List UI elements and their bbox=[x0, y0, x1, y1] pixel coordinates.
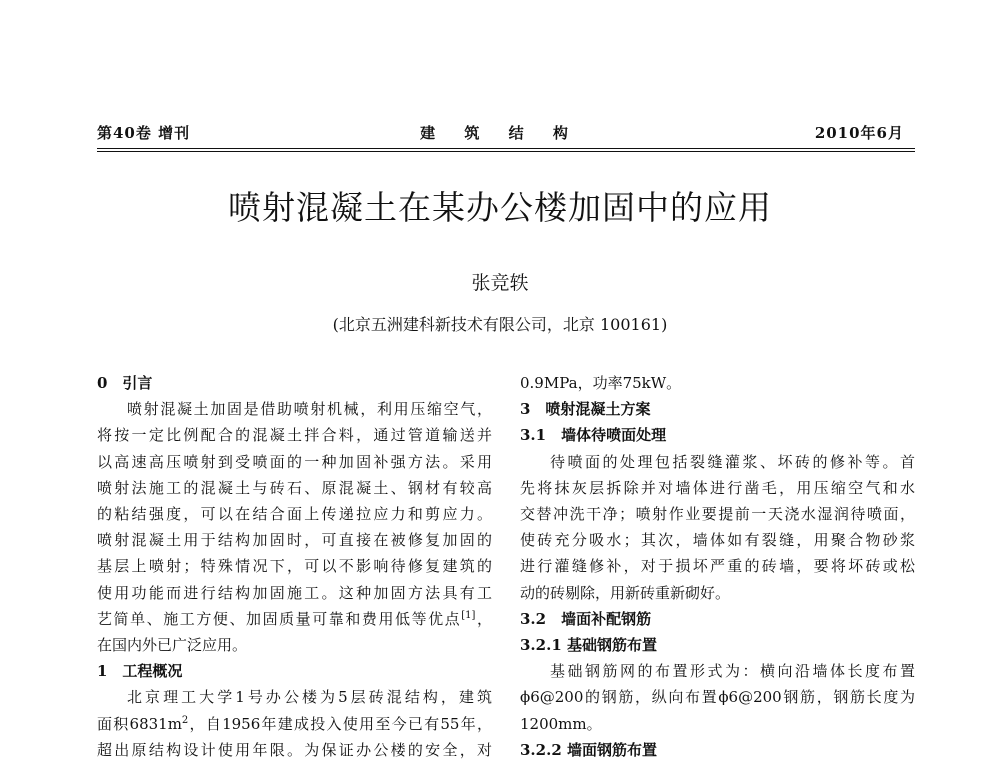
issue-date: 2010年6月 bbox=[814, 124, 904, 142]
section-3-2-2-heading: 3.2.2 墙面钢筋布置 bbox=[520, 740, 657, 759]
paragraph-line: 交替冲洗干净；喷射作业要提前一天浇水湿润待喷面， bbox=[520, 505, 915, 524]
paragraph-line: 将按一定比例配合的混凝土拌合料，通过管道输送并 bbox=[97, 426, 492, 445]
header-rule bbox=[97, 148, 915, 149]
section-3-2-heading: 3.2 墙面补配钢筋 bbox=[520, 609, 652, 628]
paragraph-line: 动的砖剔除，用新砖重新砌好。 bbox=[520, 583, 731, 602]
paragraph-line: 待喷面的处理包括裂缝灌浆、坏砖的修补等。首 bbox=[550, 452, 915, 471]
header-rule-thin bbox=[97, 151, 915, 152]
paragraph-line: 以高速高压喷射到受喷面的一种加固补强方法。采用 bbox=[97, 452, 492, 471]
paragraph-line: 喷射混凝土用于结构加固时，可直接在被修复加固的 bbox=[97, 531, 492, 550]
paragraph-line: 北京理工大学1号办公楼为5层砖混结构，建筑 bbox=[127, 688, 492, 707]
paragraph-line: 喷射混凝土加固是借助喷射机械，利用压缩空气， bbox=[127, 400, 492, 419]
paragraph-line: 进行灌缝修补，对于损坏严重的砖墙，要将坏砖或松 bbox=[520, 557, 915, 576]
journal-name: 建 筑 结 构 bbox=[420, 124, 580, 142]
journal-volume: 第40卷 增刊 bbox=[97, 124, 191, 142]
right-column bbox=[520, 370, 915, 763]
section-3-heading: 3 喷射混凝土方案 bbox=[520, 400, 651, 419]
section-1-heading: 1 工程概况 bbox=[97, 662, 183, 681]
paragraph-line: 超出原结构设计使用年限。为保证办公楼的安全，对 bbox=[97, 740, 492, 759]
citation-ref[interactable]: [1] bbox=[461, 609, 476, 621]
paragraph-line: 基础钢筋网的布置形式为：横向沿墙体长度布置 bbox=[550, 662, 915, 681]
paragraph-line: 面积$6831m^2$，自1956年建成投入使用至今已有55年， bbox=[97, 714, 492, 733]
author: 张竞轶 bbox=[471, 272, 529, 294]
section-3-2-1-heading: 3.2.1 基础钢筋布置 bbox=[520, 636, 657, 655]
paragraph-line: 1200mm。 bbox=[520, 714, 602, 733]
section-3-1-heading: 3.1 墙体待喷面处理 bbox=[520, 426, 667, 445]
paragraph-line: 使用功能而进行结构加固施工。这种加固方法具有工 bbox=[97, 583, 492, 602]
paragraph-line: 基层上喷射；特殊情况下，可以不影响待修复建筑的 bbox=[97, 557, 492, 576]
paragraph-line: 使砖充分吸水；其次，墙体如有裂缝，用聚合物砂浆 bbox=[520, 531, 915, 550]
paragraph-line: 先将抹灰层拆除并对墙体进行凿毛，用压缩空气和水 bbox=[520, 478, 915, 497]
paragraph-line: 0.9MPa，功率75kW。 bbox=[520, 374, 682, 392]
paragraph-line: 的粘结强度，可以在结合面上传递拉应力和剪应力。 bbox=[97, 505, 492, 524]
left-column bbox=[97, 370, 492, 763]
paragraph-line: 喷射法施工的混凝土与砖石、原混凝土、钢材有较高 bbox=[97, 478, 492, 497]
affiliation: (北京五洲建科新技术有限公司，北京 100161) bbox=[332, 315, 668, 334]
paragraph-line: 在国内外已广泛应用。 bbox=[97, 636, 248, 655]
section-0-heading: 0 引言 bbox=[97, 374, 153, 392]
paragraph-line: 艺简单、施工方便、加固质量可靠和费用低等优点[1]， bbox=[97, 609, 492, 628]
paragraph-line: ϕ6@200的钢筋，纵向布置ϕ6@200钢筋，钢筋长度为 bbox=[520, 688, 915, 707]
paper-title: 喷射混凝土在某办公楼加固中的应用 bbox=[228, 188, 772, 227]
